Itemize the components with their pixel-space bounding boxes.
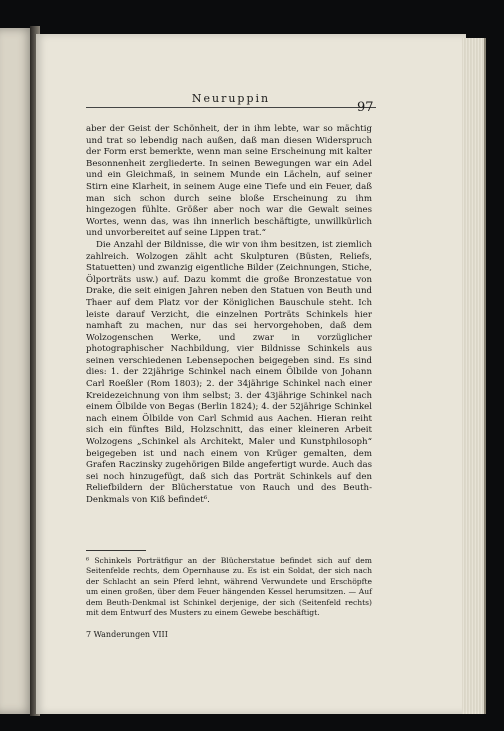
paragraph: Die Anzahl der Bildnisse, die wir von ihm besitzen, ist ziemlich zahlreich. Wolzogen zählt acht Skulpturen (Büsten, Reliefs, Statuetten) und zwanzig eigentliche Bilder (Zeichnungen, Stiche, Ölporträts usw.) auf. Dazu kommt die große Bronzestatue von Drake, die seit einigen Jahren neben den Statuen von Beuth und Thaer auf dem Platz vor der Königlichen Bauschule steht. Ich leiste darauf Verzicht, die einzelnen Porträts Schinkels hier namhaft zu machen, nur das sei hervorgehoben, daß dem Wolzogenschen Werke, und zwar in vorzüglicher photographischer Nachbildung, vier Bildnisse Schinkels aus seinen verschiedenen Lebensepochen beigegeben sind. Es sind dies: 1. der 22jährige Schinkel nach einem Ölbilde von Johann Carl Roeßler (Rom 1803); 2. der 34jährige Schinkel nach einer Kreidezeichnung von ihm selbst; 3. der 43jährige Schinkel nach einem Ölbilde von Begas (Berlin 1824); 4. der 52jährige Schinkel nach einem Ölbilde von Carl Schmid aus Aachen. Hieran reiht sich ein fünftes Bild, Holzschnitt, das einer kleineren Arbeit Wolzogens „Schinkel als Architekt, Maler und Kunstphilosoph“ beigegeben ist und nach einem von Krüger gemalten, dem Grafen Raczinsky zugehörigen Bilde angefertigt wurde. Auch das sei noch hinzugefügt, daß sich das Porträt Schinkels auf den Reliefbildern der Blücherstatue von Rauch und des Beuth-Denkmals von Kiß befindet⁶. <box>86 239 372 505</box>
footnote-divider <box>86 550 146 551</box>
page-number: 97 <box>357 100 374 115</box>
left-page-edge <box>0 28 34 714</box>
page-stack-edge <box>462 38 486 714</box>
paragraph: aber der Geist der Schönheit, der in ihm lebte, war so mächtig und trat so lebendig nach außen, daß man diesen Widerspruch der Form erst bemerkte, wenn man seine Erscheinung mit kalter Besonnenheit zergliederte. In seinen Bewegungen war ein Adel und ein Gleichmaß, in seinem Munde ein Lächeln, auf seiner Stirn eine Klarheit, in seinem Auge eine Tiefe und ein Feuer, daß man sich schon durch seine bloße Erscheinung zu ihm hingezogen fühlte. Größer aber noch war die Gewalt seines Wortes, wenn das, was ihn innerlich beschäftigte, unwillkürlich und unvorbereitet auf seine Lippen trat.“ <box>86 124 372 239</box>
footnote: ⁶ Schinkels Porträtfigur an der Blücherstatue befindet sich auf dem Seitenfelde rechts, dem Opernhause zu. Es ist ein Soldat, der sich nach der Schlacht an sein Pferd lehnt, während Verwundete und Erschöpfte um einen großen, über dem Feuer hängenden Kessel herumsitzen. — Auf dem Beuth-Denkmal ist Schinkel derjenige, der sich (Seitenfeld rechts) mit dem Entwurf des Musters zu einem Gewebe beschäftigt. <box>86 556 372 618</box>
body-text <box>86 124 372 507</box>
page-header <box>86 92 376 108</box>
running-head: Neuruppin <box>191 92 271 105</box>
signature-line: 7 Wanderungen VIII <box>86 630 168 639</box>
